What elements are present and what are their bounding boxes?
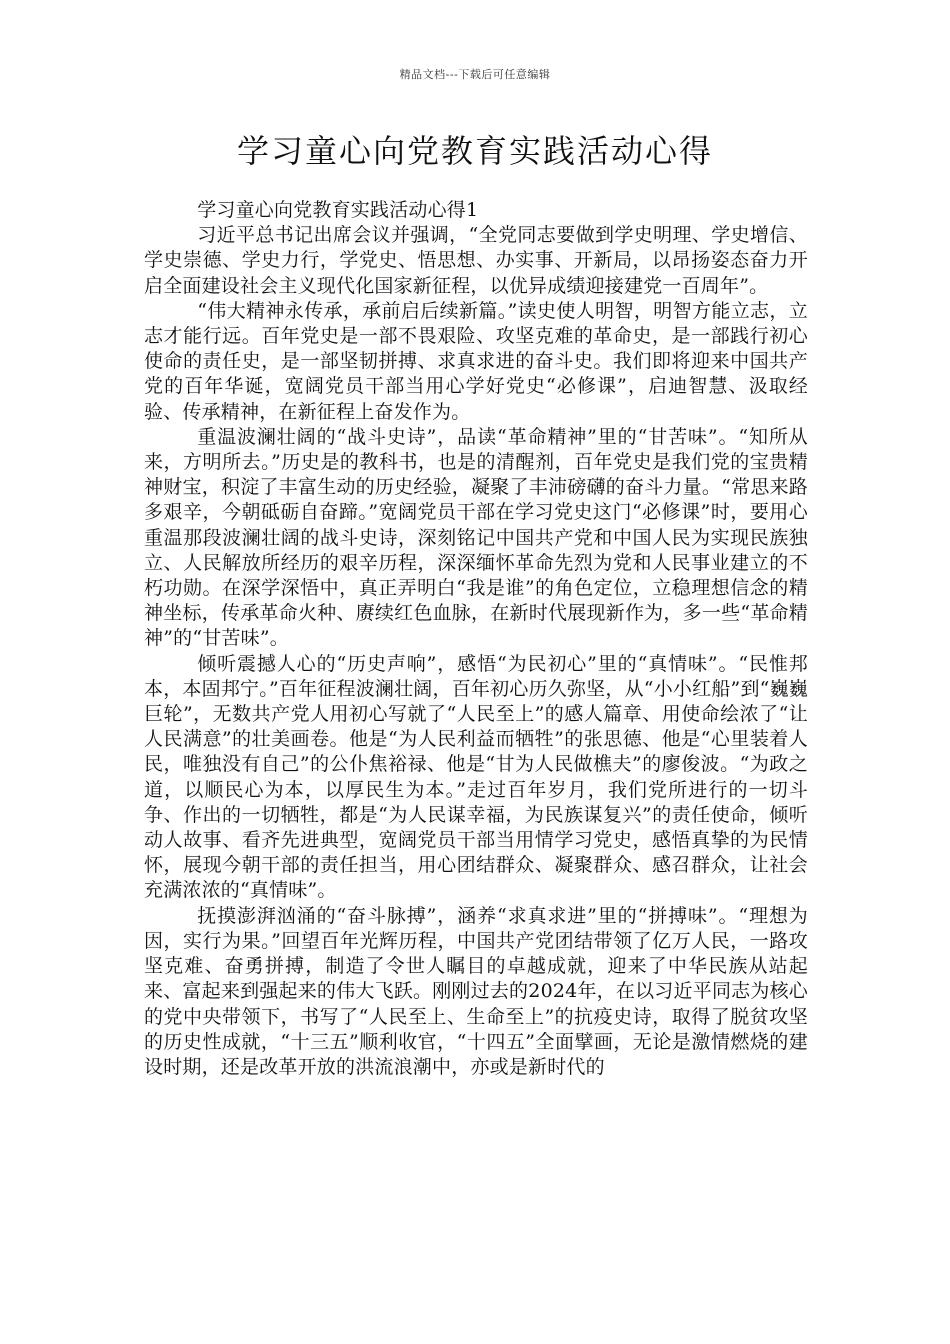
- paragraph: 抚摸澎湃汹涌的“奋斗脉搏”，涵养“求真求进”里的“拼搏味”。“理想为因，实行为果。”回望百年光辉历程，中国共产党团结带领了亿万人民，一路攻坚克难、奋勇拼搏，制造了令世人瞩目的卓越成就，迎来了中华民族从站起来、富起来到强起来的伟大飞跃。刚刚过去的2024年，在以习近平同志为核心的党中央带领下，书写了“人民至上、生命至上”的抗疫史诗，取得了脱贫攻坚的历史性成就，“十三五”顺利收官，“十四五”全面擘画，无论是激情燃烧的建设时期，还是改革开放的洪流浪潮中，亦或是新时代的: [144, 904, 808, 1078]
- document-body: [144, 198, 808, 1080]
- paragraph: “伟大精神永传承，承前启后续新篇。”读史使人明智，明智方能立志，立志才能行远。百年党史是一部不畏艰险、攻坚克难的革命史，是一部践行初心使命的责任史，是一部坚韧拼搏、求真求进的奋斗史。我们即将迎来中国共产党的百年华诞，宽阔党员干部当用心学好党史“必修课”，启迪智慧、汲取经验、传承精神，在新征程上奋发作为。: [144, 299, 808, 423]
- paragraph: 习近平总书记出席会议并强调，“全党同志要做到学史明理、学史增信、学史崇德、学史力行，学党史、悟思想、办实事、开新局，以昂扬姿态奋力开启全面建设社会主义现代化国家新征程，以优异成绩迎接建党一百周年”。: [144, 224, 808, 297]
- header-note: 精品文档---下载后可任意编辑: [399, 68, 551, 81]
- document-title: 学习童心向党教育实践活动心得: [236, 132, 713, 170]
- paragraph: 倾听震撼人心的“历史声响”，感悟“为民初心”里的“真情味”。“民惟邦本，本固邦宁。”百年征程波澜壮阔，百年初心历久弥坚，从“小小红船”到“巍巍巨轮”，无数共产党人用初心写就了“人民至上”的感人篇章、用使命绘浓了“让人民满意”的壮美画卷。他是“为人民利益而牺牲”的张思德、他是“心里装着人民，唯独没有自己”的公仆焦裕禄、他是“甘为人民做樵夫”的廖俊波。“为政之道，以顺民心为本，以厚民生为本。”走过百年岁月，我们党所进行的一切斗争、作出的一切牺牲，都是“为人民谋幸福，为民族谋复兴”的责任使命，倾听动人故事、看齐先进典型，宽阔党员干部当用情学习党史，感悟真挚的为民情怀，展现今朝干部的责任担当，用心团结群众、凝聚群众、感召群众，让社会充满浓浓的“真情味”。: [144, 652, 808, 902]
- subtitle-paragraph: 学习童心向党教育实践活动心得1: [197, 199, 479, 221]
- paragraph: 重温波澜壮阔的“战斗史诗”，品读“革命精神”里的“甘苦味”。“知所从来，方明所去。”历史是的教科书，也是的清醒剂，百年党史是我们党的宝贵精神财宝，积淀了丰富生动的历史经验，凝聚了丰沛磅礴的奋斗力量。“常思来路多艰辛，今朝砥砺自奋蹄。”宽阔党员干部在学习党史这门“必修课”时，要用心重温那段波澜壮阔的战斗史诗，深刻铭记中国共产党和中国人民为实现民族独立、人民解放所经历的艰辛历程，深深缅怀革命先烈为党和人民事业建立的不朽功勋。在深学深悟中，真正弄明白“我是谁”的角色定位，立稳理想信念的精神坐标，传承革命火种、赓续红色血脉，在新时代展现新作为，多一些“革命精神”的“甘苦味”。: [144, 425, 808, 650]
